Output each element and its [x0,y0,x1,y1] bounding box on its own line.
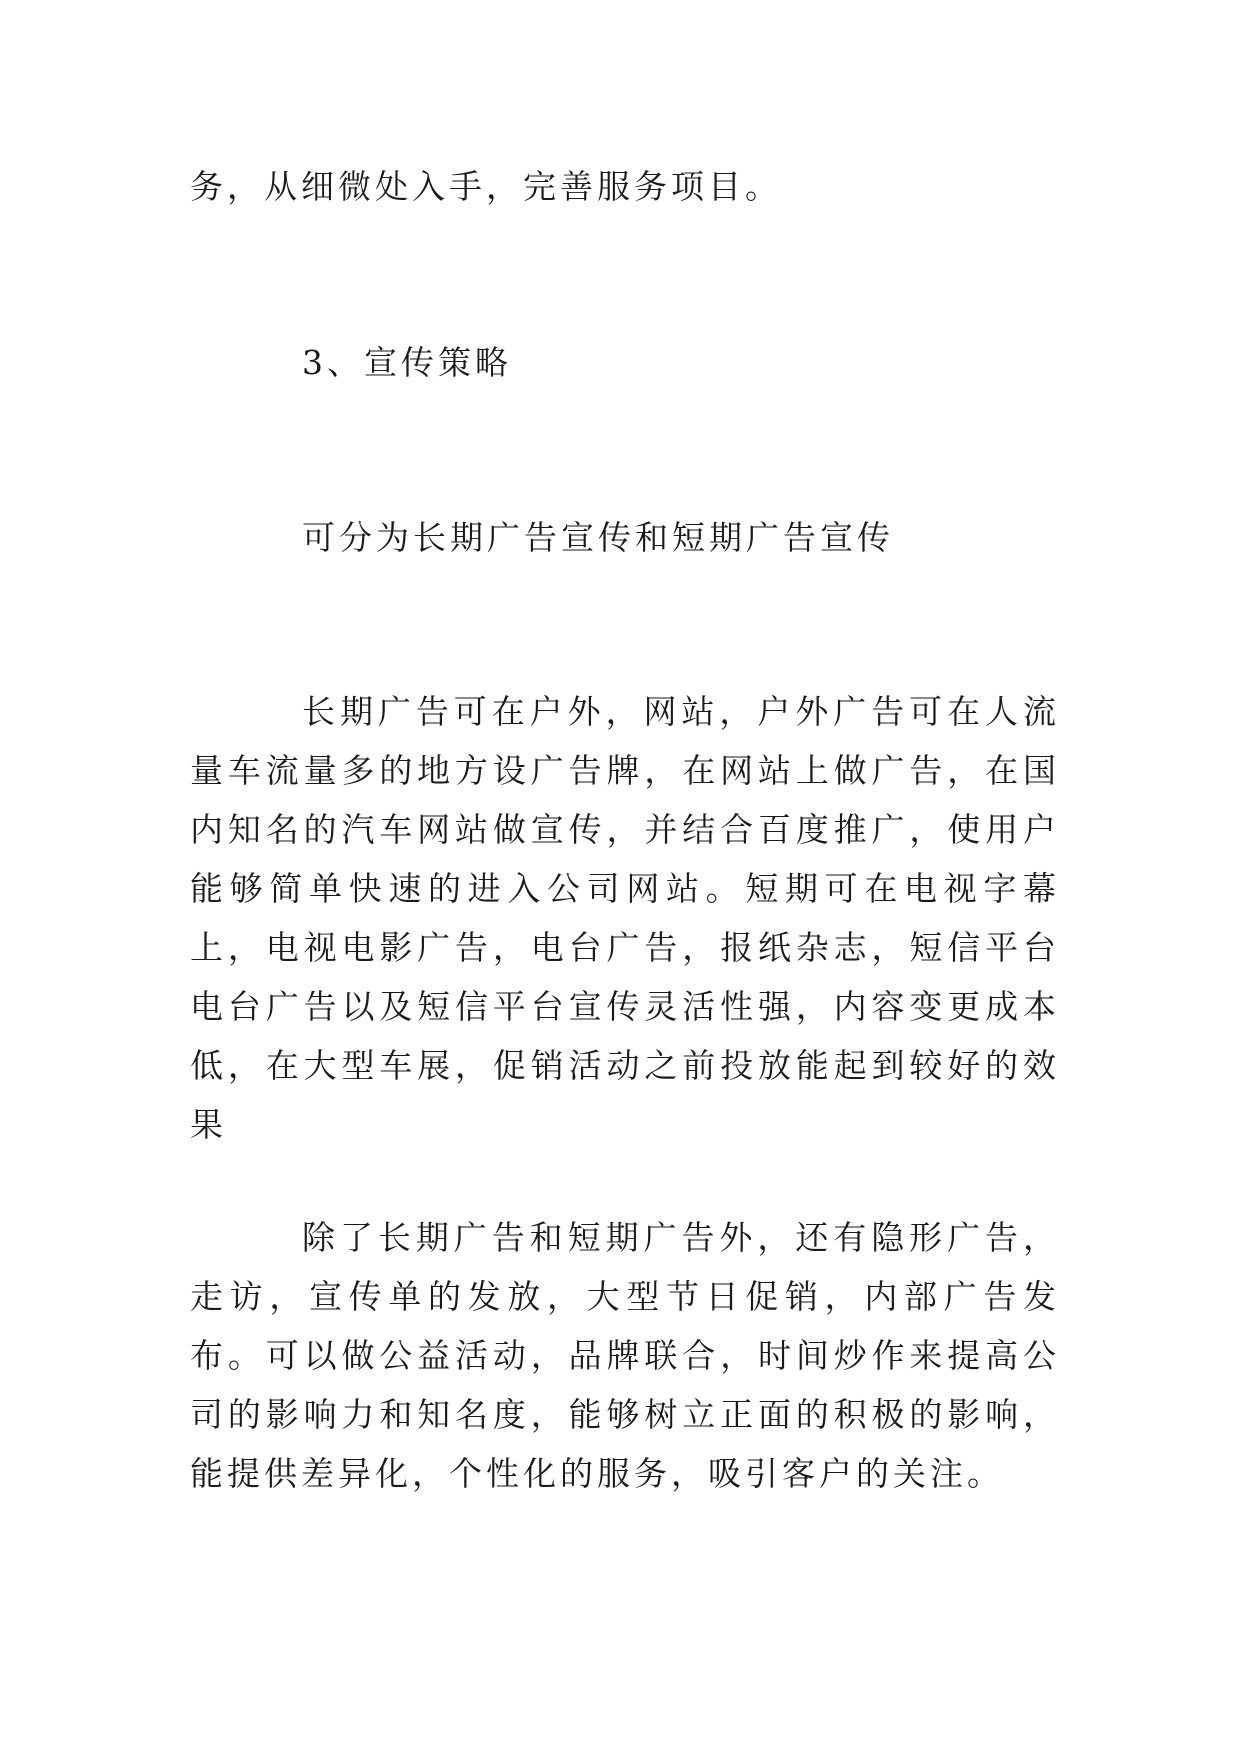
paragraph-long-term-ads: 长期广告可在户外，网站，户外广告可在人流量车流量多的地方设广告牌，在网站上做广告，在国内知名的汽车网站做宣传，并结合百度推广，使用户能够简单快速的进入公司网站。短期可在电视字幕上，电视电影广告，电台广告，报纸杂志，短信平台电台广告以及短信平台宣传灵活性强，内容变更成本低，在大型车展，促销活动之前投放能起到较好的效果 [190,692,1060,1144]
paragraph-continuation: 务，从细微处入手，完善服务项目。 [190,167,782,206]
paragraph-other-ads: 除了长期广告和短期广告外，还有隐形广告，走访，宣传单的发放，大型节日促销，内部广告发布。可以做公益活动，品牌联合，时间炒作来提高公司的影响力和知名度，能够树立正面的积极的影响，能提供差异化，个性化的服务，吸引客户的关注。 [190,1218,1060,1493]
paragraph-intro: 可分为长期广告宣传和短期广告宣传 [302,518,894,557]
section-heading: 3、宣传策略 [302,343,512,382]
